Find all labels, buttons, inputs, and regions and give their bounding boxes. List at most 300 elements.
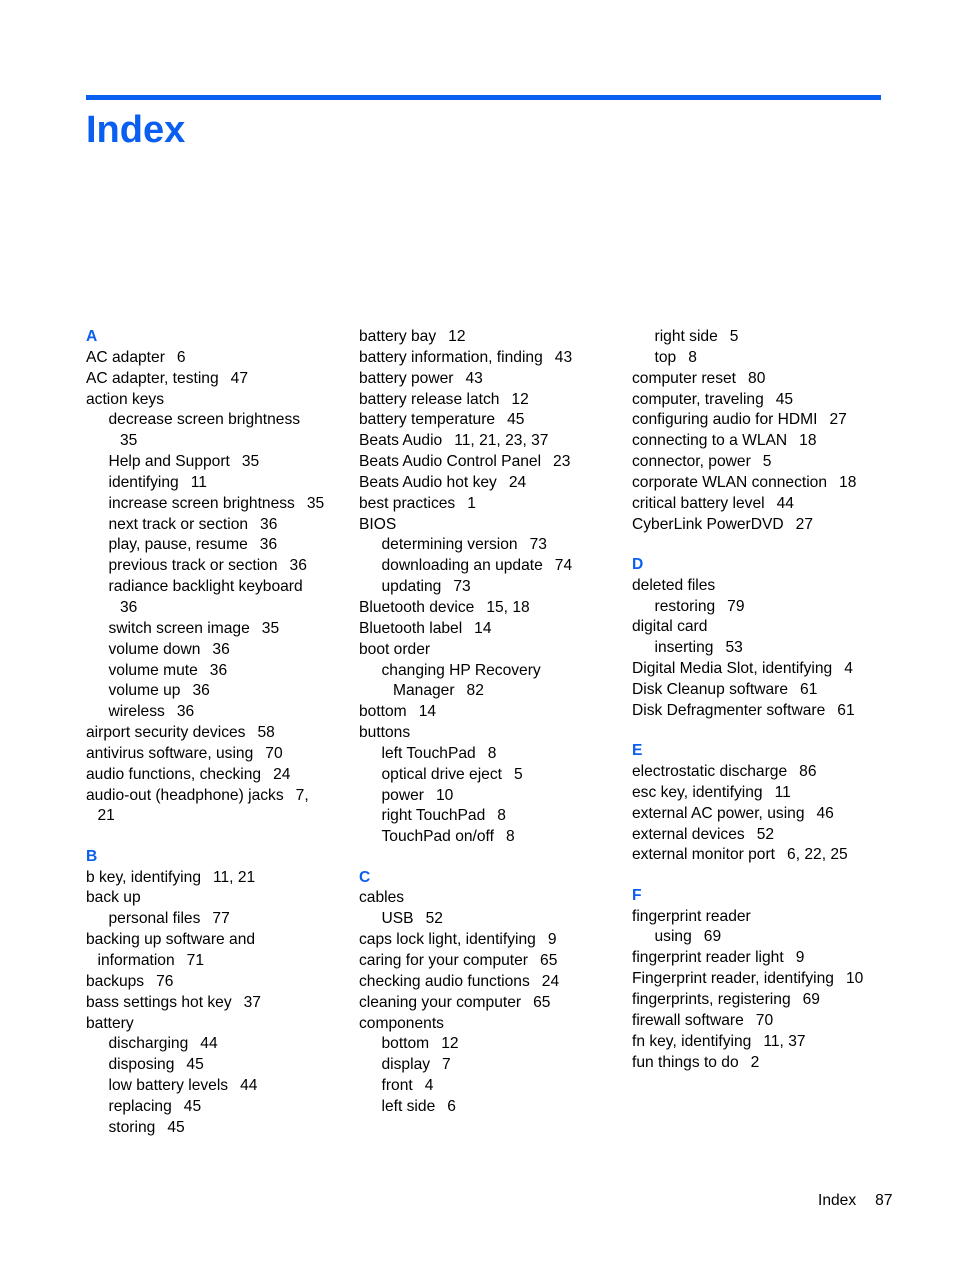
index-subentry	[86, 473, 324, 494]
index-subentry	[86, 494, 324, 515]
index-entry	[359, 390, 572, 411]
index-term: TouchPad on/off	[381, 828, 494, 846]
index-subentry	[359, 577, 572, 598]
index-page-ref: 36	[289, 557, 307, 575]
index-page-ref: 35	[261, 619, 280, 637]
index-entry	[359, 494, 572, 515]
index-term: cables	[359, 889, 405, 907]
index-page-ref: 45	[183, 1097, 202, 1115]
index-page-ref: 86	[799, 763, 817, 781]
index-entry	[86, 765, 324, 786]
index-subentry	[86, 598, 324, 619]
title-rule	[86, 95, 881, 100]
index-term: wireless	[108, 703, 165, 721]
index-page-ref: 5	[513, 765, 523, 783]
index-term: airport security devices	[86, 724, 246, 742]
index-subentry	[86, 515, 324, 536]
index-term: computer reset	[632, 369, 737, 387]
index-entry	[632, 1053, 863, 1074]
index-subentry	[632, 927, 863, 948]
index-page-ref: 10	[435, 786, 454, 804]
index-page-ref: 23	[553, 453, 571, 471]
index-term: switch screen image	[108, 619, 250, 637]
index-letter-heading: C	[359, 868, 371, 886]
index-term: battery temperature	[359, 411, 496, 429]
index-term: backups	[86, 972, 145, 990]
index-page-ref: 12	[511, 390, 529, 408]
index-page-ref: 45	[507, 411, 525, 429]
index-page-ref: 12	[448, 328, 466, 345]
index-term: backing up software and	[86, 931, 256, 949]
index-term: esc key, identifying	[632, 783, 763, 801]
index-entry	[359, 1014, 572, 1035]
index-subentry	[359, 535, 572, 556]
index-page-ref: 43	[465, 369, 483, 387]
index-page-ref: 80	[748, 369, 766, 387]
index-term: battery power	[359, 369, 454, 387]
index-page-ref: 47	[230, 369, 248, 387]
index-page-ref: 45	[167, 1118, 185, 1136]
index-term: cleaning your computer	[359, 993, 522, 1011]
index-term: fingerprint reader	[632, 907, 751, 925]
index-subentry	[359, 661, 572, 682]
index-term: components	[359, 1014, 444, 1032]
index-entry	[632, 431, 863, 452]
index-term: using	[654, 928, 692, 946]
index-term: volume mute	[108, 661, 198, 679]
index-subentry	[86, 431, 324, 452]
index-term: Fingerprint reader, identifying	[632, 970, 834, 988]
index-page-ref: 18	[799, 432, 817, 450]
index-term: low battery levels	[108, 1077, 229, 1095]
index-term: computer, traveling	[632, 390, 764, 408]
index-page-ref: 36	[209, 661, 228, 679]
index-entry	[632, 473, 863, 494]
index-entry	[86, 993, 324, 1014]
index-subentry	[86, 702, 324, 723]
index-entry	[632, 845, 863, 866]
index-term: optical drive eject	[381, 765, 502, 783]
index-entry	[359, 702, 572, 723]
index-term: Manager	[393, 682, 455, 700]
index-entry	[632, 494, 863, 515]
index-term: radiance backlight keyboard	[108, 578, 303, 596]
index-subentry	[632, 348, 863, 369]
index-subentry	[359, 1076, 572, 1097]
index-subentry	[86, 806, 324, 827]
index-entry	[359, 348, 572, 369]
index-term: back up	[86, 889, 141, 907]
index-entry	[632, 969, 863, 990]
index-page-ref: 69	[703, 928, 722, 946]
index-term: fun things to do	[632, 1053, 739, 1071]
index-term: Beats Audio Control Panel	[359, 453, 542, 471]
index-column-3	[632, 327, 863, 1073]
index-page-ref: 79	[727, 597, 745, 615]
index-term: power	[381, 786, 424, 804]
index-term: checking audio functions	[359, 972, 530, 990]
index-page-ref: 35	[120, 432, 138, 450]
index-term: critical battery level	[632, 494, 765, 512]
index-letter-heading: F	[632, 886, 642, 904]
index-term: updating	[381, 578, 442, 596]
index-entry	[632, 825, 863, 846]
index-subentry	[359, 786, 572, 807]
index-page-ref: 24	[541, 972, 560, 990]
index-page-ref: 69	[802, 990, 820, 1008]
index-term: volume down	[108, 640, 201, 658]
index-entry	[632, 617, 863, 638]
index-term: Beats Audio hot key	[359, 473, 497, 491]
index-page-ref: 71	[186, 951, 204, 969]
index-term: caring for your computer	[359, 951, 529, 969]
index-term: right TouchPad	[381, 807, 486, 825]
index-entry	[632, 990, 863, 1011]
index-page-ref: 44	[200, 1035, 218, 1053]
index-page-ref: 21	[97, 807, 115, 825]
index-subentry	[86, 619, 324, 640]
index-subentry	[359, 909, 572, 930]
index-letter-heading: B	[86, 847, 98, 865]
index-subentry	[359, 556, 572, 577]
index-page-ref: 44	[776, 494, 794, 512]
index-term: bottom	[359, 703, 407, 721]
index-term: caps lock light, identifying	[359, 931, 536, 949]
index-page-ref: 6	[447, 1097, 456, 1115]
index-page-ref: 11, 21	[213, 868, 256, 886]
index-entry	[632, 804, 863, 825]
index-term: antivirus software, using	[86, 744, 254, 762]
index-term: configuring audio for HDMI	[632, 411, 818, 429]
index-term: fingerprints, registering	[632, 990, 791, 1008]
index-term: electrostatic discharge	[632, 763, 788, 781]
index-page-ref: 8	[505, 828, 515, 846]
index-page-ref: 76	[156, 972, 174, 990]
index-term: bottom	[381, 1035, 430, 1053]
index-term: increase screen brightness	[108, 494, 295, 512]
index-term: connector, power	[632, 453, 751, 471]
index-page-ref: 15, 18	[486, 598, 530, 616]
index-subentry	[359, 1055, 572, 1076]
index-page-ref: 14	[474, 619, 492, 637]
index-entry	[632, 1032, 863, 1053]
footer-label: Index	[818, 1192, 857, 1209]
index-page-ref: 65	[540, 951, 558, 969]
index-term: Digital Media Slot, identifying	[632, 660, 833, 678]
index-page-ref: 6, 22, 25	[787, 846, 848, 864]
index-subentry	[86, 909, 324, 930]
index-letter-heading: D	[632, 555, 644, 573]
index-term: AC adapter	[86, 348, 165, 366]
index-term: restoring	[654, 597, 716, 615]
index-entry	[359, 327, 572, 348]
index-subentry	[86, 681, 324, 702]
index-entry	[359, 972, 572, 993]
index-page-ref: 5	[729, 328, 739, 345]
index-page-ref: 24	[273, 765, 291, 783]
index-subentry	[86, 640, 324, 661]
index-subentry	[632, 597, 863, 618]
index-page-ref: 18	[839, 473, 857, 491]
index-term: deleted files	[632, 576, 716, 594]
index-page-ref: 58	[257, 724, 275, 742]
index-term: display	[381, 1056, 431, 1074]
index-page-ref: 11, 21, 23, 37	[454, 432, 549, 450]
index-term: audio-out (headphone) jacks	[86, 786, 284, 804]
index-entry	[359, 410, 572, 431]
index-term: Bluetooth device	[359, 598, 475, 616]
index-subentry	[632, 638, 863, 659]
index-entry	[632, 452, 863, 473]
index-page-ref: 10	[845, 970, 864, 988]
index-subentry	[359, 744, 572, 765]
index-term: personal files	[108, 910, 201, 928]
index-term: Bluetooth label	[359, 619, 463, 637]
index-entry	[359, 951, 572, 972]
index-page-ref: 11	[190, 473, 207, 491]
index-term: replacing	[108, 1097, 172, 1115]
index-term: discharging	[108, 1035, 189, 1053]
index-page-ref: 43	[554, 348, 573, 366]
index-term: bass settings hot key	[86, 993, 232, 1011]
index-term: connecting to a WLAN	[632, 432, 788, 450]
index-term: battery bay	[359, 328, 437, 345]
index-entry	[359, 619, 572, 640]
index-term: digital card	[632, 618, 708, 636]
index-page-ref: 27	[795, 515, 814, 533]
index-subentry	[86, 410, 324, 431]
index-term: USB	[381, 910, 414, 928]
index-page-ref: 11	[774, 783, 791, 801]
index-entry	[86, 390, 324, 411]
index-page-ref: 45	[775, 390, 794, 408]
index-page-ref: 9	[795, 949, 805, 967]
index-term: Disk Defragmenter software	[632, 701, 826, 719]
index-term: inserting	[654, 639, 714, 657]
index-page-ref: 14	[418, 703, 437, 721]
index-entry	[632, 576, 863, 597]
index-subentry	[359, 827, 572, 848]
index-entry	[359, 515, 572, 536]
index-page-ref: 82	[466, 682, 484, 700]
index-term: volume up	[108, 682, 181, 700]
index-entry	[632, 410, 863, 431]
index-page-ref: 35	[306, 494, 325, 512]
index-subentry	[86, 1097, 324, 1118]
index-term: right side	[654, 328, 718, 345]
index-term: information	[97, 951, 175, 969]
index-page-ref: 52	[756, 825, 775, 843]
index-page-ref: 24	[508, 473, 527, 491]
index-term: corporate WLAN connection	[632, 473, 828, 491]
index-page-ref: 7	[442, 1056, 451, 1074]
index-page-ref: 11, 37	[763, 1032, 806, 1050]
index-term: top	[654, 348, 677, 366]
index-page-ref: 44	[240, 1077, 258, 1095]
index-term: external devices	[632, 825, 745, 843]
index-subentry	[86, 1076, 324, 1097]
index-page-ref: 5	[762, 453, 772, 471]
index-subentry	[359, 681, 572, 702]
index-term: battery	[86, 1014, 134, 1032]
index-entry	[632, 369, 863, 390]
index-column-1	[86, 327, 324, 1139]
index-entry	[632, 701, 863, 722]
index-entry	[359, 993, 572, 1014]
index-page-ref: 61	[837, 701, 855, 719]
index-subentry	[86, 1034, 324, 1055]
index-page-ref: 45	[186, 1056, 204, 1074]
page-number: 87	[875, 1192, 893, 1209]
index-page-ref: 2	[750, 1053, 760, 1071]
index-term: best practices	[359, 494, 456, 512]
index-entry	[359, 598, 572, 619]
index-entry	[359, 930, 572, 951]
index-term: decrease screen brightness	[108, 411, 301, 429]
index-entry	[632, 783, 863, 804]
index-term: CyberLink PowerDVD	[632, 515, 784, 533]
index-page-ref: 36	[120, 598, 138, 616]
index-term: fn key, identifying	[632, 1032, 752, 1050]
index-entry	[632, 948, 863, 969]
index-page-ref: 77	[212, 910, 230, 928]
index-term: storing	[108, 1118, 156, 1136]
index-entry	[359, 431, 572, 452]
index-term: boot order	[359, 640, 431, 658]
index-subentry	[86, 535, 324, 556]
index-entry	[632, 762, 863, 783]
index-page-ref: 52	[425, 910, 443, 928]
index-letter-heading: A	[86, 328, 98, 345]
index-term: Beats Audio	[359, 432, 443, 450]
index-term: front	[381, 1077, 413, 1095]
index-term: fingerprint reader light	[632, 949, 784, 967]
index-page-ref: 1	[467, 494, 476, 512]
index-page-ref: 46	[816, 804, 834, 822]
index-subentry	[86, 1118, 324, 1139]
index-page-ref: 4	[844, 660, 853, 678]
index-term: battery release latch	[359, 390, 500, 408]
index-page-ref: 4	[424, 1077, 434, 1095]
index-subentry	[86, 951, 324, 972]
index-page-ref: 12	[441, 1035, 459, 1053]
page-footer	[818, 1191, 893, 1211]
index-subentry	[86, 452, 324, 473]
index-term: downloading an update	[381, 557, 543, 575]
index-term: BIOS	[359, 515, 397, 533]
index-subentry	[359, 765, 572, 786]
index-entry	[359, 888, 572, 909]
index-entry	[632, 1011, 863, 1032]
index-entry	[86, 1014, 324, 1035]
index-term: changing HP Recovery	[381, 661, 541, 679]
index-entry	[86, 868, 324, 889]
index-entry	[86, 369, 324, 390]
index-subentry	[86, 556, 324, 577]
index-column-2	[359, 327, 572, 1118]
index-entry	[359, 640, 572, 661]
index-page-ref: 36	[176, 703, 195, 721]
index-entry	[632, 390, 863, 411]
index-page-ref: 70	[755, 1011, 774, 1029]
index-entry	[86, 786, 324, 807]
index-term: left TouchPad	[381, 744, 476, 762]
index-term: left side	[381, 1097, 436, 1115]
index-subentry	[359, 1097, 572, 1118]
index-term: play, pause, resume	[108, 536, 248, 554]
index-page-ref: 8	[487, 744, 497, 762]
index-term: external AC power, using	[632, 804, 805, 822]
index-letter-heading: E	[632, 742, 643, 760]
index-term: previous track or section	[108, 557, 278, 575]
index-page-ref: 53	[725, 639, 743, 657]
index-page-ref: 36	[260, 515, 278, 533]
index-term: AC adapter, testing	[86, 369, 219, 387]
index-term: Help and Support	[108, 453, 230, 471]
index-term: buttons	[359, 724, 411, 742]
index-term: audio functions, checking	[86, 765, 262, 783]
index-term: Disk Cleanup software	[632, 681, 789, 698]
index-page-ref: 8	[497, 807, 506, 825]
index-subentry	[86, 577, 324, 598]
index-subentry	[359, 1034, 572, 1055]
index-page-ref: 70	[265, 744, 283, 762]
index-subentry	[359, 806, 572, 827]
index-page-ref: 61	[800, 681, 818, 698]
index-entry	[359, 473, 572, 494]
index-term: battery information, finding	[359, 348, 543, 366]
index-entry	[86, 348, 324, 369]
index-entry	[632, 680, 863, 701]
index-entry	[632, 907, 863, 928]
index-page-ref: 9	[547, 931, 557, 949]
index-entry	[632, 659, 863, 680]
index-term: external monitor port	[632, 846, 776, 864]
index-page-ref: 6	[176, 348, 186, 366]
index-term: firewall software	[632, 1011, 744, 1029]
index-subentry	[86, 1055, 324, 1076]
index-page-ref: 8	[688, 348, 697, 366]
index-page-ref: 36	[212, 640, 230, 658]
index-page-ref: 37	[243, 993, 261, 1011]
index-subentry	[632, 327, 863, 348]
index-page-ref: 35	[241, 453, 260, 471]
index-term: b key, identifying	[86, 868, 201, 886]
page-title: Index	[86, 109, 186, 151]
index-page-ref: 73	[453, 578, 471, 596]
index-entry	[632, 515, 863, 536]
index-entry	[86, 744, 324, 765]
index-entry	[86, 972, 324, 993]
index-term: next track or section	[108, 515, 249, 533]
index-page-ref: 36	[259, 536, 278, 554]
index-entry	[359, 452, 572, 473]
index-subentry	[86, 661, 324, 682]
index-term: action keys	[86, 390, 165, 408]
index-term: determining version	[381, 536, 518, 554]
index-term: identifying	[108, 473, 179, 491]
index-page-ref: 74	[554, 557, 573, 575]
index-entry	[86, 930, 324, 951]
index-page-ref: 27	[829, 411, 847, 429]
index-page-ref: 36	[192, 682, 210, 700]
index-term: disposing	[108, 1056, 175, 1074]
index-entry	[86, 888, 324, 909]
index-entry	[359, 369, 572, 390]
index-page-ref: 65	[533, 993, 551, 1011]
index-page-ref: 73	[529, 536, 547, 554]
index-entry	[359, 723, 572, 744]
